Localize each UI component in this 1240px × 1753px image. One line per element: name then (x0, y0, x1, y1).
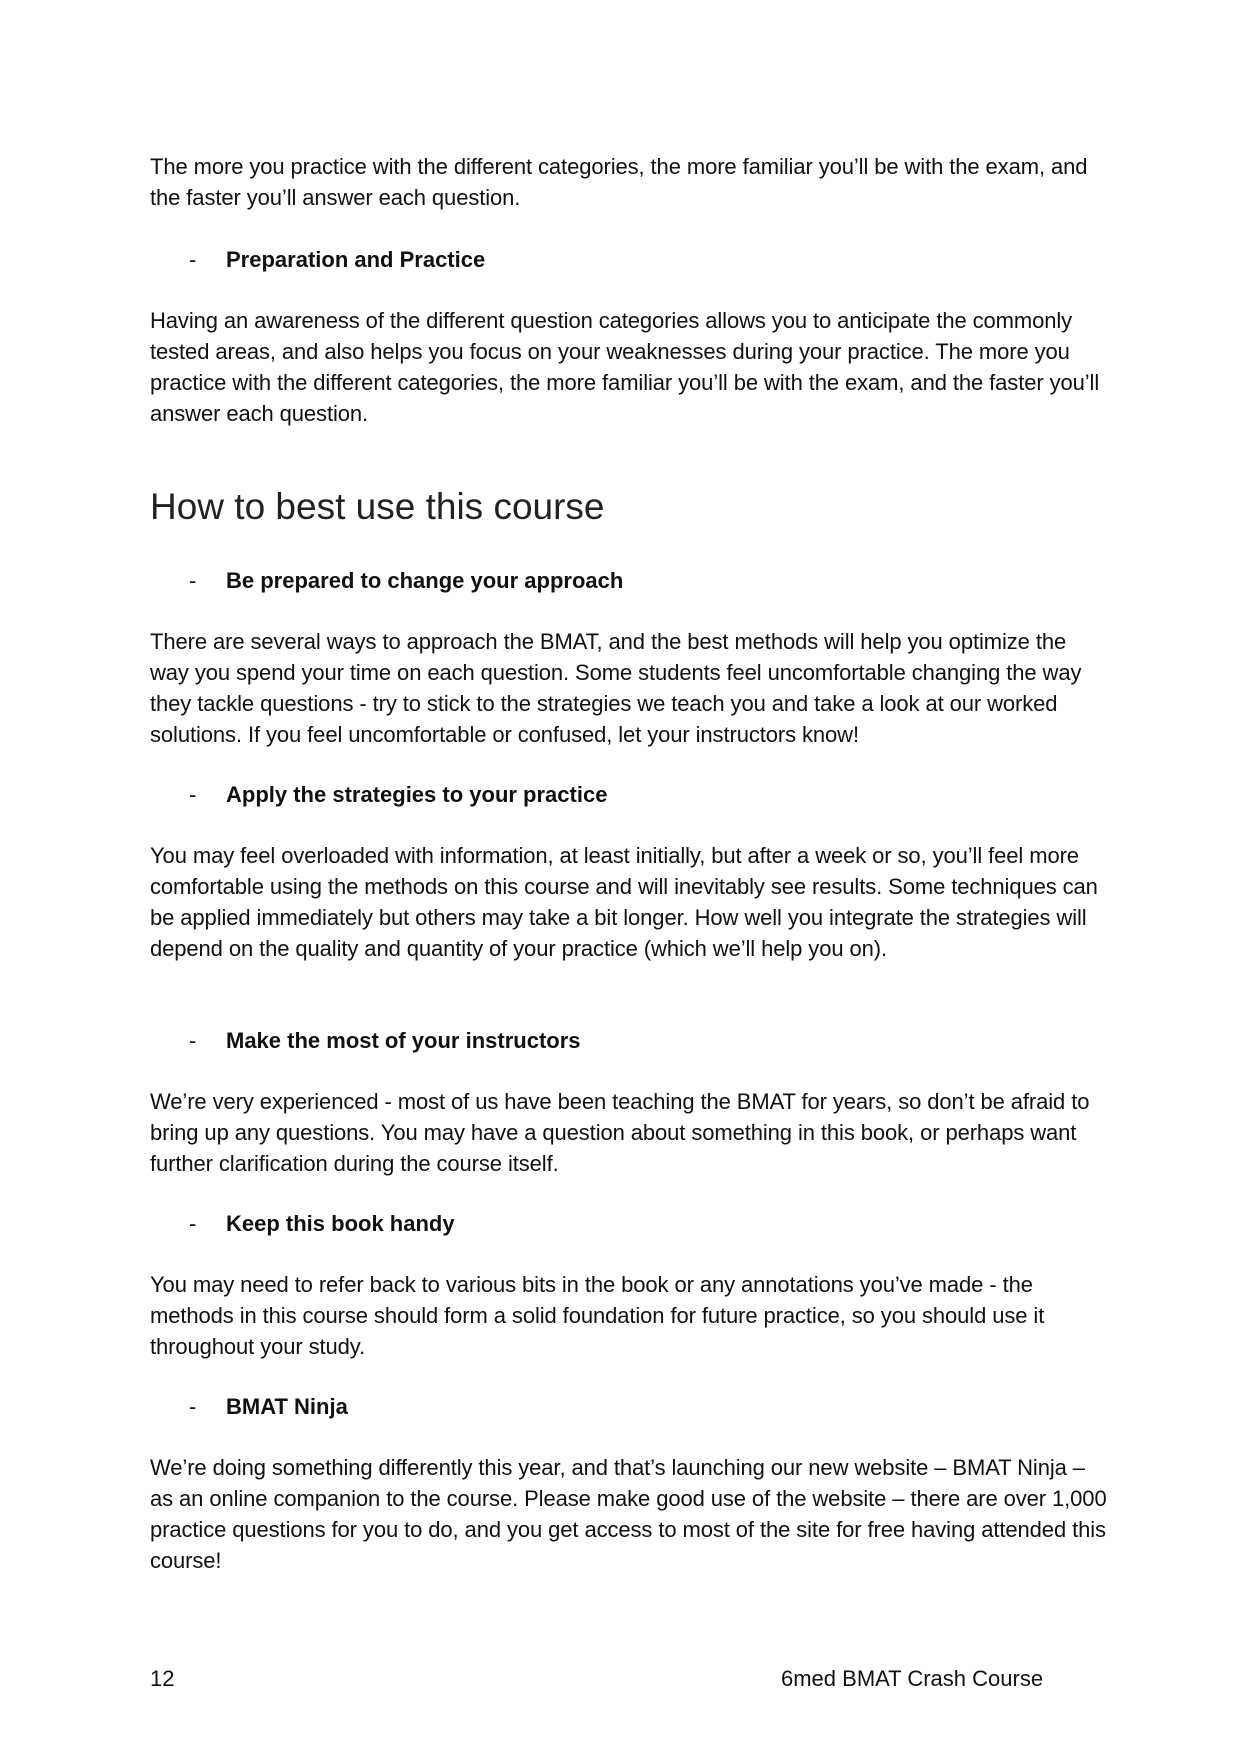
bullet-dash-book-handy: - (189, 1211, 197, 1236)
bullet-heading-instructors: Make the most of your instructors (226, 1028, 581, 1053)
bullet-heading-bmat-ninja: BMAT Ninja (226, 1394, 348, 1419)
bullet-dash-change-approach: - (189, 568, 197, 593)
bullet-heading-book-handy: Keep this book handy (226, 1211, 455, 1236)
bullet-heading-preparation: Preparation and Practice (226, 247, 486, 272)
instructors-paragraph: We’re very experienced - most of us have been teaching the BMAT for years, so don’t be afraid to bring up any questions. You may have a question about something in this book, or perhaps want further clarification during the course itself. (150, 1089, 1090, 1176)
bullet-dash-bmat-ninja: - (189, 1394, 197, 1419)
page-number: 12 (150, 1666, 175, 1691)
book-handy-paragraph: You may need to refer back to various bits in the book or any annotations you’ve made - the methods in this course should form a solid foundation for future practice, so you should use it throughout your study. (150, 1272, 1045, 1359)
section-heading: How to best use this course (150, 486, 605, 527)
bullet-heading-apply-strategies: Apply the strategies to your practice (226, 782, 608, 807)
footer-course-name: 6med BMAT Crash Course (781, 1666, 1044, 1691)
bullet-heading-change-approach: Be prepared to change your approach (226, 568, 624, 593)
apply-strategies-paragraph: You may feel overloaded with information, at least initially, but after a week or so, you’ll feel more comfortable using the methods on this course and will inevitably see results. Some techniques can be applied immediately but others may take a bit longer. How well you integrate the strategies will depend on the quality and quantity of your practice (which we’ll help you on). (150, 843, 1098, 961)
bullet-dash-instructors: - (189, 1028, 197, 1053)
bullet-dash-apply-strategies: - (189, 782, 197, 807)
bullet-dash-preparation: - (189, 247, 197, 272)
intro-paragraph: The more you practice with the different categories, the more familiar you’ll be with the exam, and the faster you’ll answer each question. (150, 154, 1088, 210)
preparation-paragraph: Having an awareness of the different question categories allows you to anticipate the commonly tested areas, and also helps you focus on your weaknesses during your practice. The more you practice with the different categories, the more familiar you’ll be with the exam, and the faster you’ll answer each question. (150, 308, 1100, 426)
bmat-ninja-paragraph: We’re doing something differently this year, and that’s launching our new website – BMAT Ninja – as an online companion to the course. Please make good use of the website – there are over 1,000 practice questions for you to do, and you get access to most of the site for free having attended this course! (150, 1455, 1107, 1573)
change-approach-paragraph: There are several ways to approach the BMAT, and the best methods will help you optimize the way you spend your time on each question. Some students feel uncomfortable changing the way they tackle questions - try to stick to the strategies we teach you and take a look at our worked solutions. If you feel uncomfortable or confused, let your instructors know! (150, 629, 1082, 747)
